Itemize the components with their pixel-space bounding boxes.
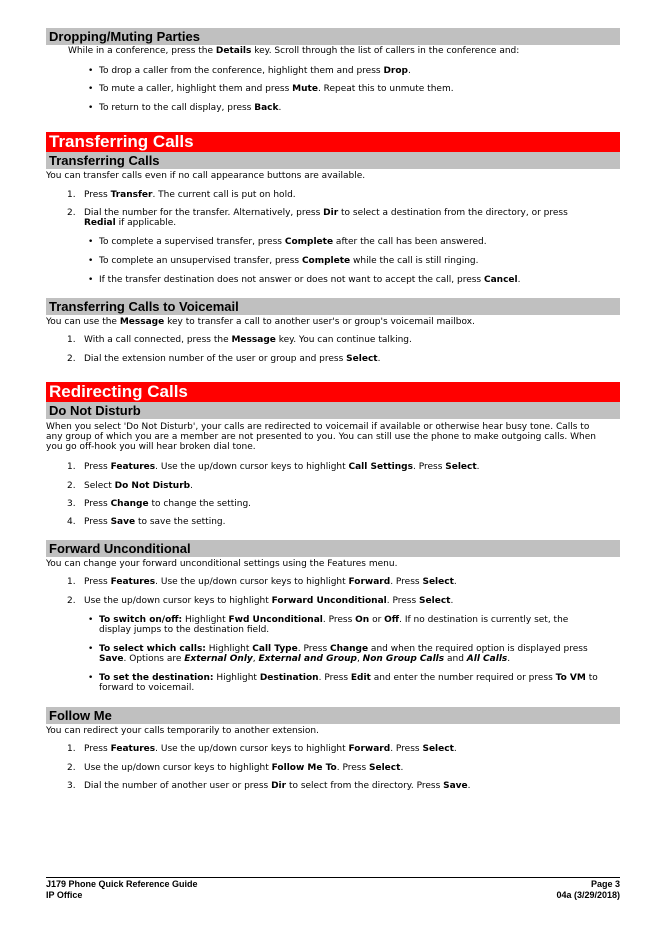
bullet-icon: • bbox=[88, 66, 94, 76]
text: . Use the up/down cursor keys to highlight bbox=[155, 462, 349, 472]
text: . bbox=[407, 66, 411, 76]
bullet-icon: • bbox=[88, 615, 94, 625]
step-number: 2. bbox=[67, 596, 76, 606]
transferring-step-1 bbox=[84, 190, 296, 200]
text: . Press bbox=[336, 763, 370, 773]
menu-do-not-disturb: Do Not Disturb bbox=[114, 481, 191, 491]
voicemail-intro bbox=[46, 317, 475, 327]
dnd-step-4 bbox=[84, 517, 225, 527]
step-number: 2. bbox=[67, 208, 76, 218]
key-transfer: Transfer bbox=[110, 190, 153, 200]
text: To drop a caller from the conference, highlight them and press bbox=[99, 66, 384, 76]
transferring-bullet-2 bbox=[99, 256, 478, 266]
key-features: Features bbox=[110, 577, 156, 587]
text: . Press bbox=[318, 673, 351, 683]
text: . Use the up/down cursor keys to highlight bbox=[155, 577, 349, 587]
text: after the call has been answered. bbox=[333, 237, 487, 247]
text: key to transfer a call to another user's or group's voicemail mailbox. bbox=[164, 317, 475, 327]
text: key. You can continue talking. bbox=[275, 335, 412, 345]
forward-step-2 bbox=[84, 596, 453, 606]
transferring-intro: You can transfer calls even if no call appearance buttons are available. bbox=[46, 171, 366, 181]
text: . Repeat this to unmute them. bbox=[317, 84, 454, 94]
forward-step-1 bbox=[84, 577, 457, 587]
text: to select from the directory. Press bbox=[286, 781, 444, 791]
menu-forward: Forward bbox=[348, 577, 391, 587]
text: Dial the number for the transfer. Alternatively, press bbox=[84, 208, 324, 218]
key-mute: Mute bbox=[292, 84, 318, 94]
section-heading-follow-me: Follow Me bbox=[46, 707, 620, 724]
footer-guide-title: J179 Phone Quick Reference Guide bbox=[46, 879, 198, 889]
chapter-heading-transferring: Transferring Calls bbox=[46, 132, 620, 152]
text: . If no destination is currently set, the bbox=[399, 615, 569, 625]
section-heading-forward: Forward Unconditional bbox=[46, 540, 620, 557]
bullet-icon: • bbox=[88, 237, 94, 247]
bullet-icon: • bbox=[88, 256, 94, 266]
text: to bbox=[585, 673, 598, 683]
text: . Use the up/down cursor keys to highlight bbox=[155, 744, 349, 754]
dropping-bullet-1 bbox=[99, 66, 411, 76]
key-save: Save bbox=[110, 517, 136, 527]
text: . Press bbox=[390, 577, 423, 587]
dnd-intro-line-3: you go off-hook you will hear broken dial tone. bbox=[46, 442, 256, 452]
menu-call-settings: Call Settings bbox=[348, 462, 413, 472]
dropping-bullet-2 bbox=[99, 84, 454, 94]
section-heading-dropping: Dropping/Muting Parties bbox=[46, 28, 620, 45]
text: . bbox=[517, 275, 521, 285]
text: and when the required option is displayed press bbox=[368, 644, 588, 654]
footer-product: IP Office bbox=[46, 890, 83, 900]
transferring-bullet-1 bbox=[99, 237, 487, 247]
follow-step-2 bbox=[84, 763, 403, 773]
dropping-bullet-3 bbox=[99, 103, 281, 113]
text: Highlight bbox=[182, 615, 229, 625]
bold-lead: To switch on/off: bbox=[99, 615, 183, 625]
transferring-step-2-line-1 bbox=[84, 208, 568, 218]
key-complete: Complete bbox=[284, 237, 334, 247]
key-select: Select bbox=[346, 354, 378, 364]
voicemail-step-1 bbox=[84, 335, 412, 345]
step-number: 2. bbox=[67, 481, 76, 491]
dnd-step-3 bbox=[84, 499, 251, 509]
key-save: Save bbox=[443, 781, 468, 791]
text: while the call is still ringing. bbox=[350, 256, 479, 266]
text: . Press bbox=[412, 462, 446, 472]
key-message: Message bbox=[119, 317, 165, 327]
section-heading-dnd: Do Not Disturb bbox=[46, 402, 620, 419]
key-message: Message bbox=[231, 335, 276, 345]
key-details: Details bbox=[215, 46, 252, 56]
text: . Press bbox=[390, 744, 423, 754]
transferring-step-2-line-2 bbox=[84, 218, 176, 228]
text: . bbox=[507, 654, 511, 664]
text: to save the setting. bbox=[135, 517, 226, 527]
text: Press bbox=[84, 744, 111, 754]
step-number: 1. bbox=[67, 190, 76, 200]
dnd-intro-line-1: When you select 'Do Not Disturb', your calls are redirected to voicemail if available or otherwise hear busy tone. Calls to bbox=[46, 422, 590, 432]
forward-bullet-2-line-2 bbox=[99, 654, 510, 664]
step-number: 1. bbox=[67, 335, 76, 345]
chapter-heading-redirecting: Redirecting Calls bbox=[46, 382, 620, 402]
bold-lead: To set the destination: bbox=[99, 673, 214, 683]
key-select: Select bbox=[445, 462, 477, 472]
bullet-icon: • bbox=[88, 103, 94, 113]
text: Highlight bbox=[205, 644, 253, 654]
step-number: 1. bbox=[67, 744, 76, 754]
text: To return to the call display, press bbox=[99, 103, 255, 113]
bullet-icon: • bbox=[88, 673, 94, 683]
text: . The current call is put on hold. bbox=[152, 190, 296, 200]
key-change: Change bbox=[110, 499, 149, 509]
text: If the transfer destination does not answer or does not want to accept the call, press bbox=[99, 275, 484, 285]
option-external-and-group: External and Group bbox=[258, 654, 357, 664]
follow-step-3 bbox=[84, 781, 471, 791]
text: With a call connected, press the bbox=[84, 335, 232, 345]
text: Highlight bbox=[213, 673, 260, 683]
text: Press bbox=[84, 499, 111, 509]
step-number: 1. bbox=[67, 577, 76, 587]
step-number: 4. bbox=[67, 517, 76, 527]
key-select: Select bbox=[369, 763, 401, 773]
text: Use the up/down cursor keys to highlight bbox=[84, 763, 272, 773]
text: key. Scroll through the list of callers in the conference and: bbox=[251, 46, 520, 56]
text: to change the setting. bbox=[148, 499, 252, 509]
text: Use the up/down cursor keys to highlight bbox=[84, 596, 272, 606]
key-drop: Drop bbox=[383, 66, 408, 76]
text: , bbox=[252, 654, 259, 664]
text: You can use the bbox=[46, 317, 120, 327]
dnd-step-2 bbox=[84, 481, 193, 491]
forward-bullet-3-line-1 bbox=[99, 673, 598, 683]
text: . bbox=[450, 596, 454, 606]
key-select: Select bbox=[422, 577, 454, 587]
key-edit: Edit bbox=[350, 673, 371, 683]
footer-page-number: Page 3 bbox=[590, 879, 620, 889]
menu-call-type: Call Type bbox=[252, 644, 298, 654]
transferring-bullet-3 bbox=[99, 275, 520, 285]
step-number: 3. bbox=[67, 499, 76, 509]
footer-divider bbox=[46, 877, 620, 878]
text: Dial the extension number of the user or group and press bbox=[84, 354, 347, 364]
text: . Press bbox=[386, 596, 420, 606]
text: or bbox=[369, 615, 385, 625]
bullet-icon: • bbox=[88, 644, 94, 654]
dropping-intro bbox=[68, 46, 519, 56]
text: While in a conference, press the bbox=[68, 46, 216, 56]
text: . bbox=[453, 577, 457, 587]
text: Select bbox=[84, 481, 115, 491]
key-save: Save bbox=[99, 654, 124, 664]
text: Press bbox=[84, 462, 111, 472]
step-number: 3. bbox=[67, 781, 76, 791]
text: Press bbox=[84, 517, 111, 527]
key-features: Features bbox=[110, 462, 156, 472]
text: and enter the number required or press bbox=[370, 673, 556, 683]
text: and bbox=[444, 654, 467, 664]
text: . bbox=[467, 781, 471, 791]
step-number: 2. bbox=[67, 354, 76, 364]
text: Press bbox=[84, 577, 111, 587]
key-cancel: Cancel bbox=[483, 275, 518, 285]
key-on: On bbox=[355, 615, 370, 625]
step-number: 2. bbox=[67, 763, 76, 773]
key-change: Change bbox=[330, 644, 369, 654]
text: . bbox=[190, 481, 193, 491]
key-complete: Complete bbox=[301, 256, 351, 266]
key-select: Select bbox=[422, 744, 454, 754]
text: to select a destination from the directory, or press bbox=[338, 208, 568, 218]
text: To complete an unsupervised transfer, press bbox=[99, 256, 302, 266]
bullet-icon: • bbox=[88, 275, 94, 285]
forward-bullet-1-line-1 bbox=[99, 615, 568, 625]
bold-lead: To select which calls: bbox=[99, 644, 206, 654]
key-redial: Redial bbox=[84, 218, 116, 228]
text: Press bbox=[84, 190, 111, 200]
forward-intro: You can change your forward unconditional settings using the Features menu. bbox=[46, 559, 398, 569]
text: . bbox=[377, 354, 381, 364]
follow-intro: You can redirect your calls temporarily to another extension. bbox=[46, 726, 319, 736]
forward-bullet-2-line-1 bbox=[99, 644, 588, 654]
key-off: Off bbox=[384, 615, 400, 625]
option-all-calls: All Calls bbox=[466, 654, 508, 664]
menu-fwd-unconditional: Fwd Unconditional bbox=[228, 615, 323, 625]
menu-forward-unconditional: Forward Unconditional bbox=[271, 596, 387, 606]
text: . bbox=[278, 103, 282, 113]
text: . Press bbox=[297, 644, 331, 654]
key-select: Select bbox=[419, 596, 451, 606]
key-dir: Dir bbox=[323, 208, 339, 218]
bullet-icon: • bbox=[88, 84, 94, 94]
menu-destination: Destination bbox=[259, 673, 319, 683]
dnd-step-1 bbox=[84, 462, 480, 472]
option-non-group-calls: Non Group Calls bbox=[362, 654, 445, 664]
section-heading-voicemail: Transferring Calls to Voicemail bbox=[46, 298, 620, 315]
menu-forward: Forward bbox=[348, 744, 391, 754]
section-heading-transferring: Transferring Calls bbox=[46, 152, 620, 169]
text: . bbox=[476, 462, 480, 472]
footer-version: 04a (3/29/2018) bbox=[556, 890, 620, 900]
text: To mute a caller, highlight them and press bbox=[99, 84, 293, 94]
step-number: 1. bbox=[67, 462, 76, 472]
text: , bbox=[356, 654, 363, 664]
option-external-only: External Only bbox=[184, 654, 253, 664]
forward-bullet-3-line-2: forward to voicemail. bbox=[99, 683, 195, 693]
menu-follow-me-to: Follow Me To bbox=[271, 763, 337, 773]
text: . Options are bbox=[123, 654, 185, 664]
text: . Press bbox=[322, 615, 356, 625]
key-features: Features bbox=[110, 744, 156, 754]
text: . bbox=[400, 763, 404, 773]
key-dir: Dir bbox=[271, 781, 287, 791]
text: if applicable. bbox=[115, 218, 177, 228]
forward-bullet-1-line-2: display jumps to the destination field. bbox=[99, 625, 270, 635]
text: To complete a supervised transfer, press bbox=[99, 237, 285, 247]
voicemail-step-2 bbox=[84, 354, 380, 364]
text: . bbox=[453, 744, 457, 754]
key-to-vm: To VM bbox=[555, 673, 586, 683]
follow-step-1 bbox=[84, 744, 457, 754]
dnd-intro-line-2: any group of which you are a member are not presented to you. You can still use the phone to make outgoing calls. When bbox=[46, 432, 596, 442]
key-back: Back bbox=[254, 103, 279, 113]
text: Dial the number of another user or press bbox=[84, 781, 272, 791]
